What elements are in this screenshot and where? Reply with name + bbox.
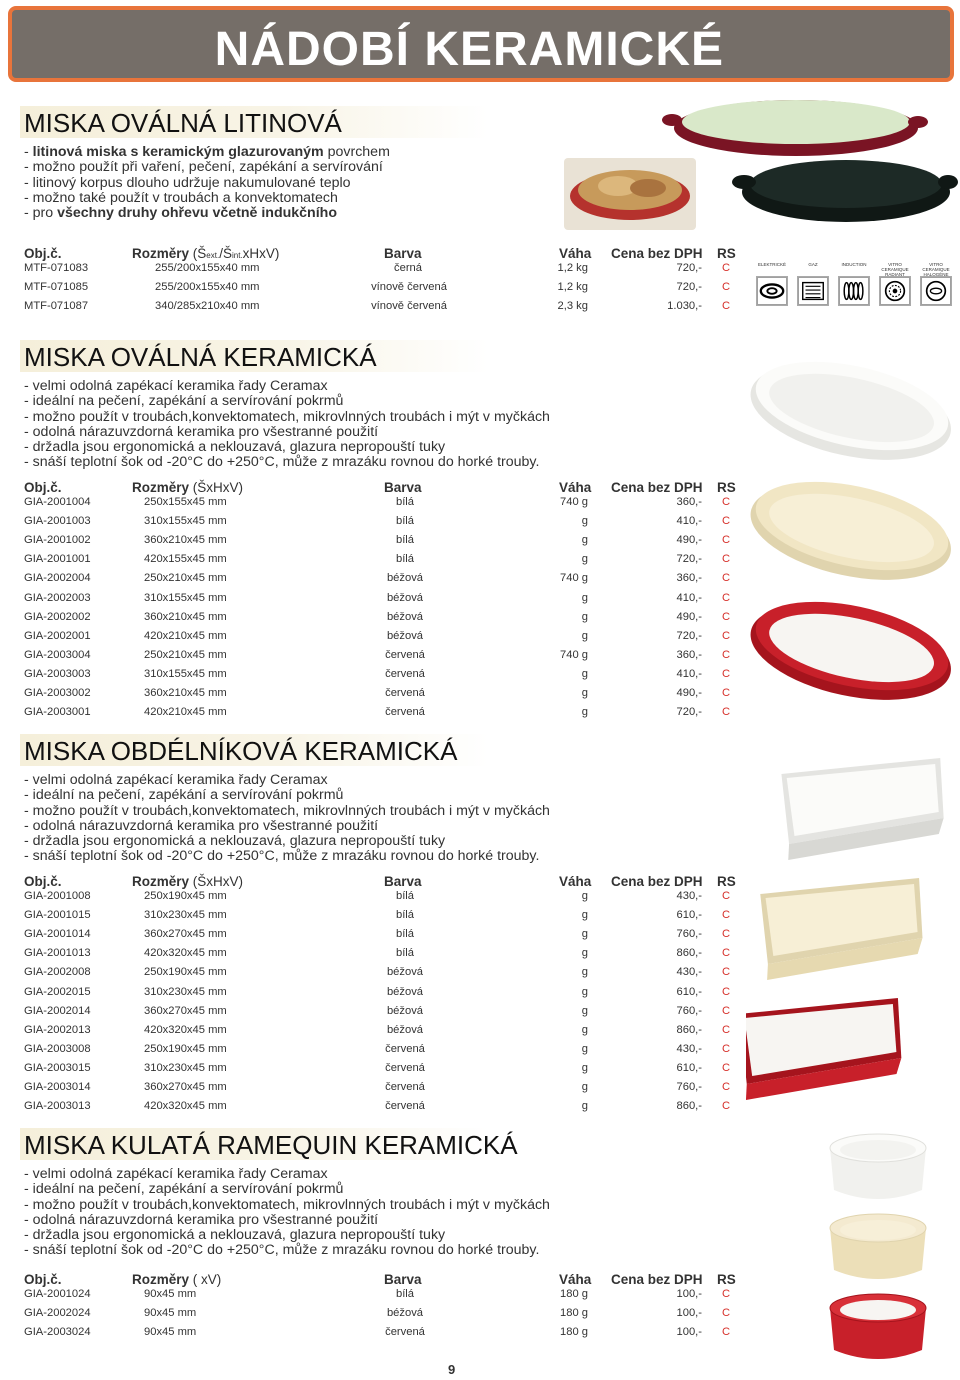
bullet-item: - možno použít v troubách,konvektomatech, mikrovlnných troubách i mýt v myčkách xyxy=(24,1196,550,1213)
cell-color: béžová xyxy=(386,1004,424,1017)
cell-color: červená xyxy=(385,1042,425,1055)
table-row xyxy=(24,668,744,684)
cell-weight: g xyxy=(581,534,588,547)
cell-code: GIA-2003015 xyxy=(24,1061,91,1074)
cell-dimensions: 420x210x45 mm xyxy=(144,706,227,719)
cell-dimensions: 360x210x45 mm xyxy=(144,687,227,699)
cell-rs: C xyxy=(722,909,731,922)
cell-price: 610,- xyxy=(676,909,702,922)
cell-code: GIA-2003014 xyxy=(24,1081,91,1093)
cell-color: bílá xyxy=(395,553,415,566)
cell-price: 490,- xyxy=(676,610,702,623)
cell-weight: g xyxy=(581,629,588,642)
col-code: Obj.č. xyxy=(24,246,62,261)
bullet-item: - držadla jsou ergonomická a neklouzavá, glazura nepropouští tuky xyxy=(24,439,446,456)
bullet-item: - litinová miska s keramickým glazurovaným povrchem xyxy=(24,144,390,160)
gas-hob-icon: GAZ xyxy=(797,262,829,306)
table-row xyxy=(24,553,744,569)
cell-color: červená xyxy=(385,1081,425,1093)
cell-price: 760,- xyxy=(676,1004,702,1017)
table-row: MTF-071087 340/285x210x40 mm vínově červená 2,3 kg 1.030,- C xyxy=(24,300,731,312)
cell-price: 410,- xyxy=(676,515,702,528)
cell-weight: g xyxy=(581,591,588,604)
table-row xyxy=(24,630,744,646)
cell-code: GIA-2003001 xyxy=(24,706,91,719)
cell-code: GIA-2001004 xyxy=(24,496,91,508)
ramequin-dishes-photo xyxy=(820,1128,940,1378)
bullet-item: - možno použít při vaření, pečení, zapékání a servírování xyxy=(24,159,383,176)
cell-color: bílá xyxy=(395,515,415,528)
bullet-item: - ideální na pečení, zapékání a servírování pokrmů xyxy=(24,1181,344,1198)
cell-price: 100,- xyxy=(676,1288,702,1300)
cell-color: červená xyxy=(385,1326,425,1339)
cell-weight: g xyxy=(581,553,588,566)
cell-price: 430,- xyxy=(676,966,702,979)
cell-weight: 740 g xyxy=(560,572,588,585)
cell-price: 430,- xyxy=(676,1042,702,1055)
cell-color: béžová xyxy=(386,591,424,604)
cell-color: bílá xyxy=(395,928,415,941)
cell-dimensions: 250x190x45 mm xyxy=(144,1042,227,1055)
cell-dimensions: 420x155x45 mm xyxy=(144,553,227,566)
cell-dimensions: 310x230x45 mm xyxy=(144,909,227,922)
cell-dimensions: 310x155x45 mm xyxy=(144,515,227,528)
cell-dimensions: 90x45 mm xyxy=(144,1307,197,1320)
cell-dimensions: 420x320x45 mm xyxy=(144,1023,227,1036)
table-row xyxy=(24,966,744,982)
bullet-item: - litinový korpus dlouho udržuje nakumulované teplo xyxy=(24,174,351,191)
cell-price: 720,- xyxy=(676,553,702,566)
cell-code: GIA-2003013 xyxy=(24,1100,91,1113)
table-row: MTF-071085 255/200x155x40 mm vínově červená 1,2 kg 720,- C xyxy=(24,281,731,293)
cell-code: GIA-2001003 xyxy=(24,515,91,528)
induction-hob-icon: INDUCTION xyxy=(838,262,870,306)
bullet-item: - možno použít v troubách,konvektomatech, mikrovlnných troubách i mýt v myčkách xyxy=(24,408,550,425)
table-row xyxy=(24,947,744,963)
table-row xyxy=(24,928,744,944)
table-row xyxy=(24,687,744,703)
bullet-list-rectangular-ceramic xyxy=(24,773,550,865)
section-title-oval-cast-iron: MISKA OVÁLNÁ LITINOVÁ xyxy=(20,106,670,138)
col-dimensions: Rozměry (Šext./Šint.xHxV) xyxy=(132,246,280,261)
cell-dimensions: 360x270x45 mm xyxy=(144,928,227,941)
table-header-oval-ceramic: Obj.č. Rozměry (ŠxHxV) Barva Váha Cena bez DPH RS xyxy=(24,480,736,495)
table-row xyxy=(24,909,744,925)
cell-rs: C xyxy=(722,572,731,585)
table-row xyxy=(24,706,744,722)
cell-price: 860,- xyxy=(676,1023,702,1036)
bullet-item: - pro všechny druhy ohřevu včetně indukčního xyxy=(24,205,338,222)
bullet-item: - odolná nárazuvzdorná keramika pro všestranné použití xyxy=(24,423,379,440)
cell-dimensions: 420x210x45 mm xyxy=(144,629,227,642)
cell-code: GIA-2001002 xyxy=(24,534,91,547)
cell-color: červená xyxy=(385,706,425,719)
cell-price: 410,- xyxy=(676,591,702,604)
cell-rs: C xyxy=(722,515,731,528)
heat-source-icons xyxy=(756,262,952,312)
cell-price: 430,- xyxy=(676,890,702,902)
table-row xyxy=(24,1024,744,1040)
bullet-item: - možno také použít v troubách a konvektomatech xyxy=(24,189,338,206)
page-number: 9 xyxy=(448,1362,456,1377)
cell-color: červená xyxy=(385,667,425,680)
cell-weight: g xyxy=(581,687,588,699)
cell-code: GIA-2002002 xyxy=(24,610,91,623)
col-color: Barva xyxy=(384,246,422,261)
section-title-rectangular-ceramic: MISKA OBDÉLNÍKOVÁ KERAMICKÁ xyxy=(20,734,670,766)
cell-weight: g xyxy=(581,1023,588,1036)
oval-ceramic-dishes-photo xyxy=(746,356,958,726)
cell-color: béžová xyxy=(386,610,424,623)
cell-rs: C xyxy=(722,1061,731,1074)
cell-color: červená xyxy=(385,648,425,661)
cast-iron-dishes-photo xyxy=(560,96,960,236)
cell-weight: 740 g xyxy=(560,496,588,508)
cell-dimensions: 250x190x45 mm xyxy=(144,966,227,979)
cell-weight: g xyxy=(581,667,588,680)
cell-code: GIA-2003024 xyxy=(24,1326,91,1339)
table-row xyxy=(24,572,744,588)
cell-color: červená xyxy=(385,687,425,699)
page-banner xyxy=(8,6,954,82)
table-row xyxy=(24,611,744,627)
cell-color: béžová xyxy=(386,1307,424,1320)
cell-weight: g xyxy=(581,909,588,922)
cell-dimensions: 360x210x45 mm xyxy=(144,534,227,547)
vitroceramic-radiant-icon: VITRO CERAMIQUE RADIANT xyxy=(879,262,911,306)
cell-color: bílá xyxy=(395,496,415,508)
table-row: MTF-071083 255/200x155x40 mm černá 1,2 kg 720,- C xyxy=(24,262,731,274)
bullet-list-cast-iron xyxy=(24,145,390,221)
cell-rs: C xyxy=(722,1023,731,1036)
cell-rs: C xyxy=(722,496,731,508)
table-row xyxy=(24,890,744,906)
cell-dimensions: 250x210x45 mm xyxy=(144,572,227,585)
cell-code: GIA-2002003 xyxy=(24,591,91,604)
cell-code: GIA-2003002 xyxy=(24,687,91,699)
cell-rs: C xyxy=(722,966,731,979)
cell-price: 490,- xyxy=(676,687,702,699)
cell-code: GIA-2002008 xyxy=(24,966,91,979)
cell-weight: g xyxy=(581,1042,588,1055)
cell-dimensions: 310x155x45 mm xyxy=(144,591,227,604)
cell-weight: g xyxy=(581,706,588,719)
cell-color: bílá xyxy=(395,534,415,547)
bullet-item: - odolná nárazuvzdorná keramika pro všestranné použití xyxy=(24,1211,379,1228)
cell-code: GIA-2003004 xyxy=(24,648,91,661)
cell-dimensions: 90x45 mm xyxy=(144,1326,197,1339)
cell-rs: C xyxy=(722,687,731,699)
cell-price: 760,- xyxy=(676,928,702,941)
cell-code: GIA-2001014 xyxy=(24,928,91,941)
cell-price: 100,- xyxy=(676,1326,702,1339)
cell-code: GIA-2002001 xyxy=(24,629,91,642)
bullet-item: - odolná nárazuvzdorná keramika pro všestranné použití xyxy=(24,817,379,834)
cell-weight: 740 g xyxy=(560,648,588,661)
cell-weight: g xyxy=(581,985,588,998)
table-header-rectangular-ceramic: Obj.č. Rozměry (ŠxHxV) Barva Váha Cena bez DPH RS xyxy=(24,874,736,889)
cell-weight: g xyxy=(581,966,588,979)
cell-code: GIA-2002024 xyxy=(24,1307,91,1320)
cell-price: 360,- xyxy=(676,572,702,585)
bullet-list-ramequin xyxy=(24,1167,550,1259)
table-row xyxy=(24,1288,744,1304)
table-row xyxy=(24,1307,744,1323)
cell-rs: C xyxy=(722,553,731,566)
cell-weight: g xyxy=(581,610,588,623)
table-row xyxy=(24,1100,744,1116)
cell-rs: C xyxy=(722,1288,731,1300)
cell-dimensions: 310x230x45 mm xyxy=(144,985,227,998)
cell-price: 360,- xyxy=(676,496,702,508)
cell-price: 860,- xyxy=(676,1100,702,1113)
cell-weight: g xyxy=(581,515,588,528)
cell-code: GIA-2001024 xyxy=(24,1288,91,1300)
cell-color: béžová xyxy=(386,629,424,642)
cell-color: bílá xyxy=(395,890,415,902)
cell-code: GIA-2002013 xyxy=(24,1023,91,1036)
cell-dimensions: 250x190x45 mm xyxy=(144,890,227,902)
cell-rs: C xyxy=(722,706,731,719)
cell-dimensions: 360x270x45 mm xyxy=(144,1081,227,1093)
cell-weight: g xyxy=(581,947,588,960)
cell-rs: C xyxy=(722,1100,731,1113)
cell-color: červená xyxy=(385,1100,425,1113)
cell-color: bílá xyxy=(395,909,415,922)
cell-code: GIA-2001001 xyxy=(24,553,91,566)
cell-weight: 180 g xyxy=(560,1326,588,1339)
cell-weight: g xyxy=(581,928,588,941)
cell-rs: C xyxy=(722,648,731,661)
col-price: Cena bez DPH xyxy=(611,246,703,261)
cell-dimensions: 360x270x45 mm xyxy=(144,1004,227,1017)
cell-dimensions: 310x155x45 mm xyxy=(144,667,227,680)
bullet-item: - ideální na pečení, zapékání a servírování pokrmů xyxy=(24,393,344,410)
bullet-item: - možno použít v troubách,konvektomatech, mikrovlnných troubách i mýt v myčkách xyxy=(24,802,550,819)
bullet-list-oval-ceramic xyxy=(24,379,550,471)
table-row xyxy=(24,496,744,512)
cell-color: červená xyxy=(385,1061,425,1074)
cell-color: béžová xyxy=(386,572,424,585)
bullet-item: - snáší teplotní šok od -20°C do +250°C, může z mrazáku rovnou do horké trouby. xyxy=(24,454,540,471)
cell-price: 360,- xyxy=(676,648,702,661)
cell-rs: C xyxy=(722,610,731,623)
page-title: NÁDOBÍ KERAMICKÉ xyxy=(214,23,724,76)
bullet-item: - držadla jsou ergonomická a neklouzavá, glazura nepropouští tuky xyxy=(24,833,446,850)
cell-price: 720,- xyxy=(676,629,702,642)
table-row xyxy=(24,534,744,550)
table-row xyxy=(24,1062,744,1078)
electric-hob-icon: ELEKTRICKÉ xyxy=(756,262,788,306)
cell-price: 100,- xyxy=(676,1307,702,1320)
cell-price: 410,- xyxy=(676,667,702,680)
bullet-item: - držadla jsou ergonomická a neklouzavá, glazura nepropouští tuky xyxy=(24,1227,446,1244)
cell-code: GIA-2001013 xyxy=(24,947,91,960)
cell-weight: g xyxy=(581,1061,588,1074)
cell-price: 490,- xyxy=(676,534,702,547)
vitroceramic-halogen-icon: VITRO CERAMIQUE HALOGÈNE xyxy=(920,262,952,306)
section-title-ramequin: MISKA KULATÁ RAMEQUIN KERAMICKÁ xyxy=(20,1128,670,1160)
cell-dimensions: 250x210x45 mm xyxy=(144,648,227,661)
cell-code: GIA-2002014 xyxy=(24,1004,91,1017)
cell-weight: 180 g xyxy=(560,1288,588,1300)
cell-dimensions: 420x320x45 mm xyxy=(144,947,227,960)
table-row xyxy=(24,649,744,665)
cell-color: béžová xyxy=(386,1023,424,1036)
cell-weight: g xyxy=(581,1004,588,1017)
cell-code: GIA-2003003 xyxy=(24,667,91,680)
table-row xyxy=(24,1043,744,1059)
cell-rs: C xyxy=(722,1004,731,1017)
cell-code: GIA-2003008 xyxy=(24,1042,91,1055)
cell-rs: C xyxy=(722,928,731,941)
cell-rs: C xyxy=(722,1307,731,1320)
bullet-item: - snáší teplotní šok od -20°C do +250°C, může z mrazáku rovnou do horké trouby. xyxy=(24,848,540,865)
cell-rs: C xyxy=(722,629,731,642)
cell-rs: C xyxy=(722,947,731,960)
cell-color: béžová xyxy=(386,966,424,979)
col-rs: RS xyxy=(717,246,736,261)
cell-code: GIA-2002015 xyxy=(24,985,91,998)
bullet-item: - velmi odolná zapékací keramika řady Ceramax xyxy=(24,772,328,788)
cell-rs: C xyxy=(722,1326,731,1339)
cell-price: 610,- xyxy=(676,1061,702,1074)
cell-rs: C xyxy=(722,534,731,547)
cell-dimensions: 420x320x45 mm xyxy=(144,1100,227,1113)
col-weight: Váha xyxy=(559,246,592,261)
cell-dimensions: 250x155x45 mm xyxy=(144,496,227,508)
cell-dimensions: 360x210x45 mm xyxy=(144,610,227,623)
table-row xyxy=(24,1081,744,1097)
cell-weight: g xyxy=(581,1100,588,1113)
cell-rs: C xyxy=(722,890,731,902)
section-title-oval-ceramic: MISKA OVÁLNÁ KERAMICKÁ xyxy=(20,340,670,372)
cell-price: 610,- xyxy=(676,985,702,998)
cell-price: 860,- xyxy=(676,947,702,960)
cell-rs: C xyxy=(722,1042,731,1055)
cell-price: 760,- xyxy=(676,1081,702,1093)
cell-color: bílá xyxy=(395,1288,415,1300)
cell-code: GIA-2002004 xyxy=(24,572,91,585)
rectangular-ceramic-dishes-photo xyxy=(746,748,958,1118)
cell-price: 720,- xyxy=(676,706,702,719)
bullet-item: - velmi odolná zapékací keramika řady Ceramax xyxy=(24,378,328,394)
cell-weight: 180 g xyxy=(560,1307,588,1320)
table-row xyxy=(24,592,744,608)
cell-rs: C xyxy=(722,1081,731,1093)
cell-rs: C xyxy=(722,667,731,680)
cell-code: GIA-2001008 xyxy=(24,890,91,902)
cell-code: GIA-2001015 xyxy=(24,909,91,922)
table-row xyxy=(24,986,744,1002)
table-row xyxy=(24,515,744,531)
cell-rs: C xyxy=(722,591,731,604)
bullet-item: - velmi odolná zapékací keramika řady Ceramax xyxy=(24,1166,328,1182)
table-header-cast-iron xyxy=(24,246,744,262)
table-row xyxy=(24,1005,744,1021)
cell-weight: g xyxy=(581,890,588,902)
cell-color: bílá xyxy=(395,947,415,960)
cell-rs: C xyxy=(722,985,731,998)
bullet-item: - ideální na pečení, zapékání a servírování pokrmů xyxy=(24,787,344,804)
cell-dimensions: 310x230x45 mm xyxy=(144,1061,227,1074)
bullet-item: - snáší teplotní šok od -20°C do +250°C, může z mrazáku rovnou do horké trouby. xyxy=(24,1242,540,1259)
table-row xyxy=(24,1326,744,1342)
table-header-ramequin: Obj.č. Rozměry ( xV) Barva Váha Cena bez DPH RS xyxy=(24,1272,736,1287)
cell-dimensions: 90x45 mm xyxy=(144,1288,197,1300)
cell-weight: g xyxy=(581,1081,588,1093)
cell-color: béžová xyxy=(386,985,424,998)
